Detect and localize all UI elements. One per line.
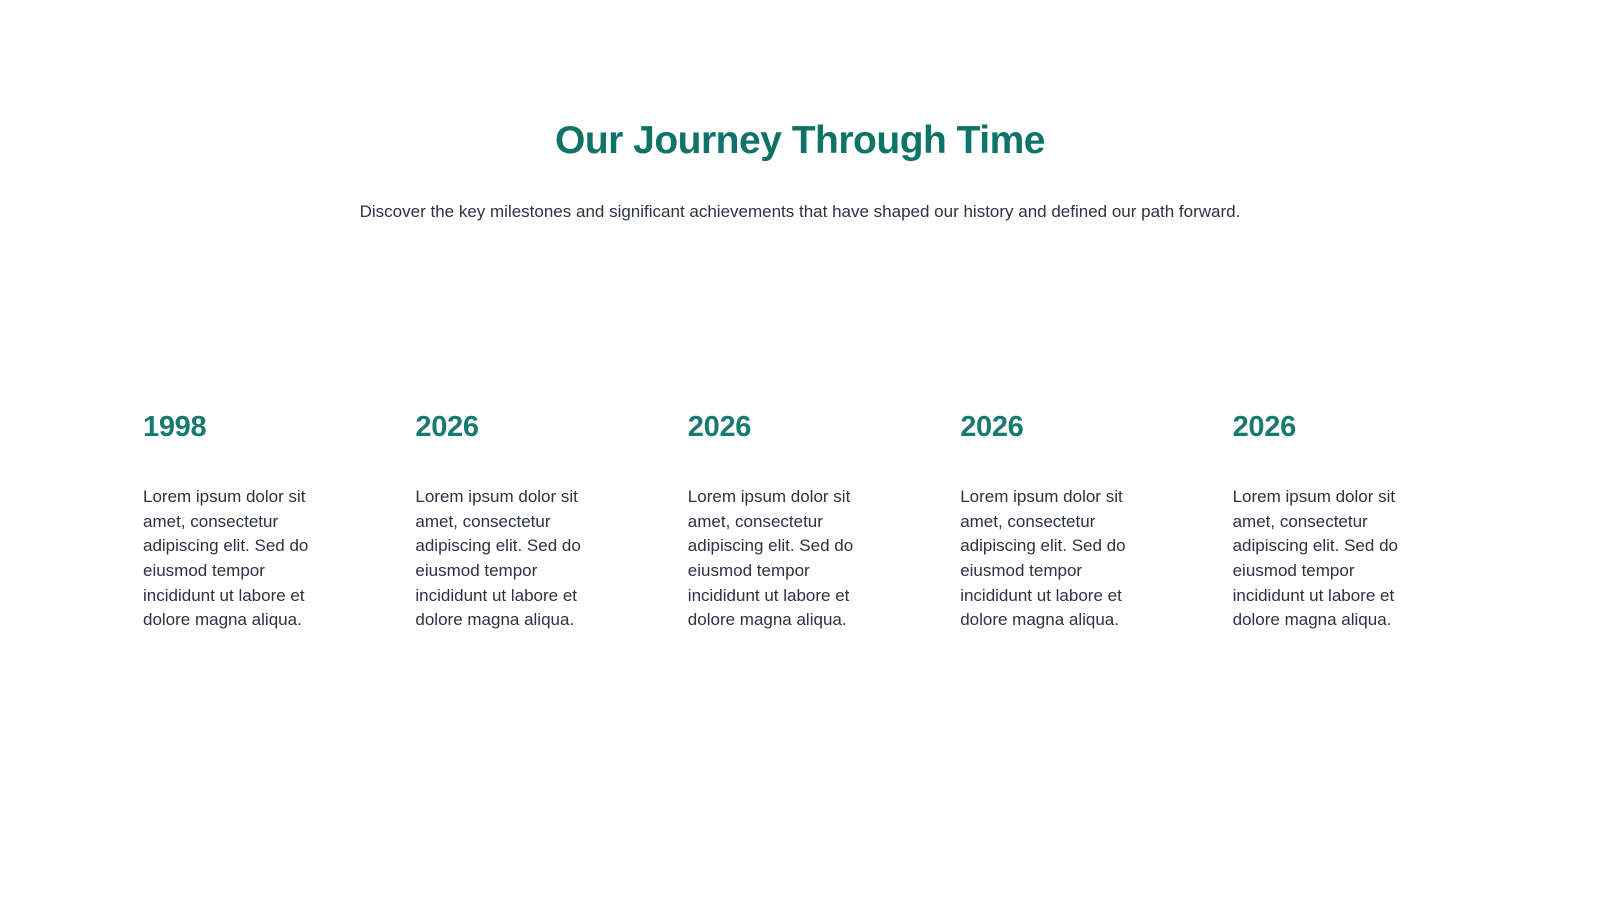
milestone-year: 2026: [1232, 411, 1296, 444]
milestone-description: Lorem ipsum dolor sit amet, consectetur adipiscing elit. Sed do eiusmod tempor incididunt ut labore et dolore magna aliqua.: [687, 487, 854, 630]
milestone-year: 2026: [960, 411, 1024, 444]
milestone-description: Lorem ipsum dolor sit amet, consectetur adipiscing elit. Sed do eiusmod tempor incididunt ut labore et dolore magna aliqua.: [1232, 487, 1398, 630]
milestone-description: Lorem ipsum dolor sit amet, consectetur adipiscing elit. Sed do eiusmod tempor incididunt ut labore et dolore magna aliqua.: [143, 487, 309, 630]
timeline-item: [960, 410, 1184, 633]
milestone-year: 1998: [143, 411, 207, 444]
timeline-item: [1233, 410, 1457, 633]
milestone-year: 2026: [687, 411, 752, 444]
page-subtitle: Discover the key milestones and significant achievements that have shaped our history and defined our path forward.: [359, 201, 1241, 221]
milestone-description: Lorem ipsum dolor sit amet, consectetur adipiscing elit. Sed do eiusmod tempor incididunt ut labore et dolore magna aliqua.: [415, 487, 581, 630]
timeline-grid: [143, 410, 1457, 633]
milestone-description: Lorem ipsum dolor sit amet, consectetur adipiscing elit. Sed do eiusmod tempor incididunt ut labore et dolore magna aliqua.: [960, 487, 1126, 630]
timeline-item: [415, 410, 639, 633]
page-title: Our Journey Through Time: [555, 119, 1045, 162]
milestone-year: 2026: [415, 411, 479, 444]
timeline-item: [143, 410, 367, 633]
timeline-item: [688, 410, 912, 633]
